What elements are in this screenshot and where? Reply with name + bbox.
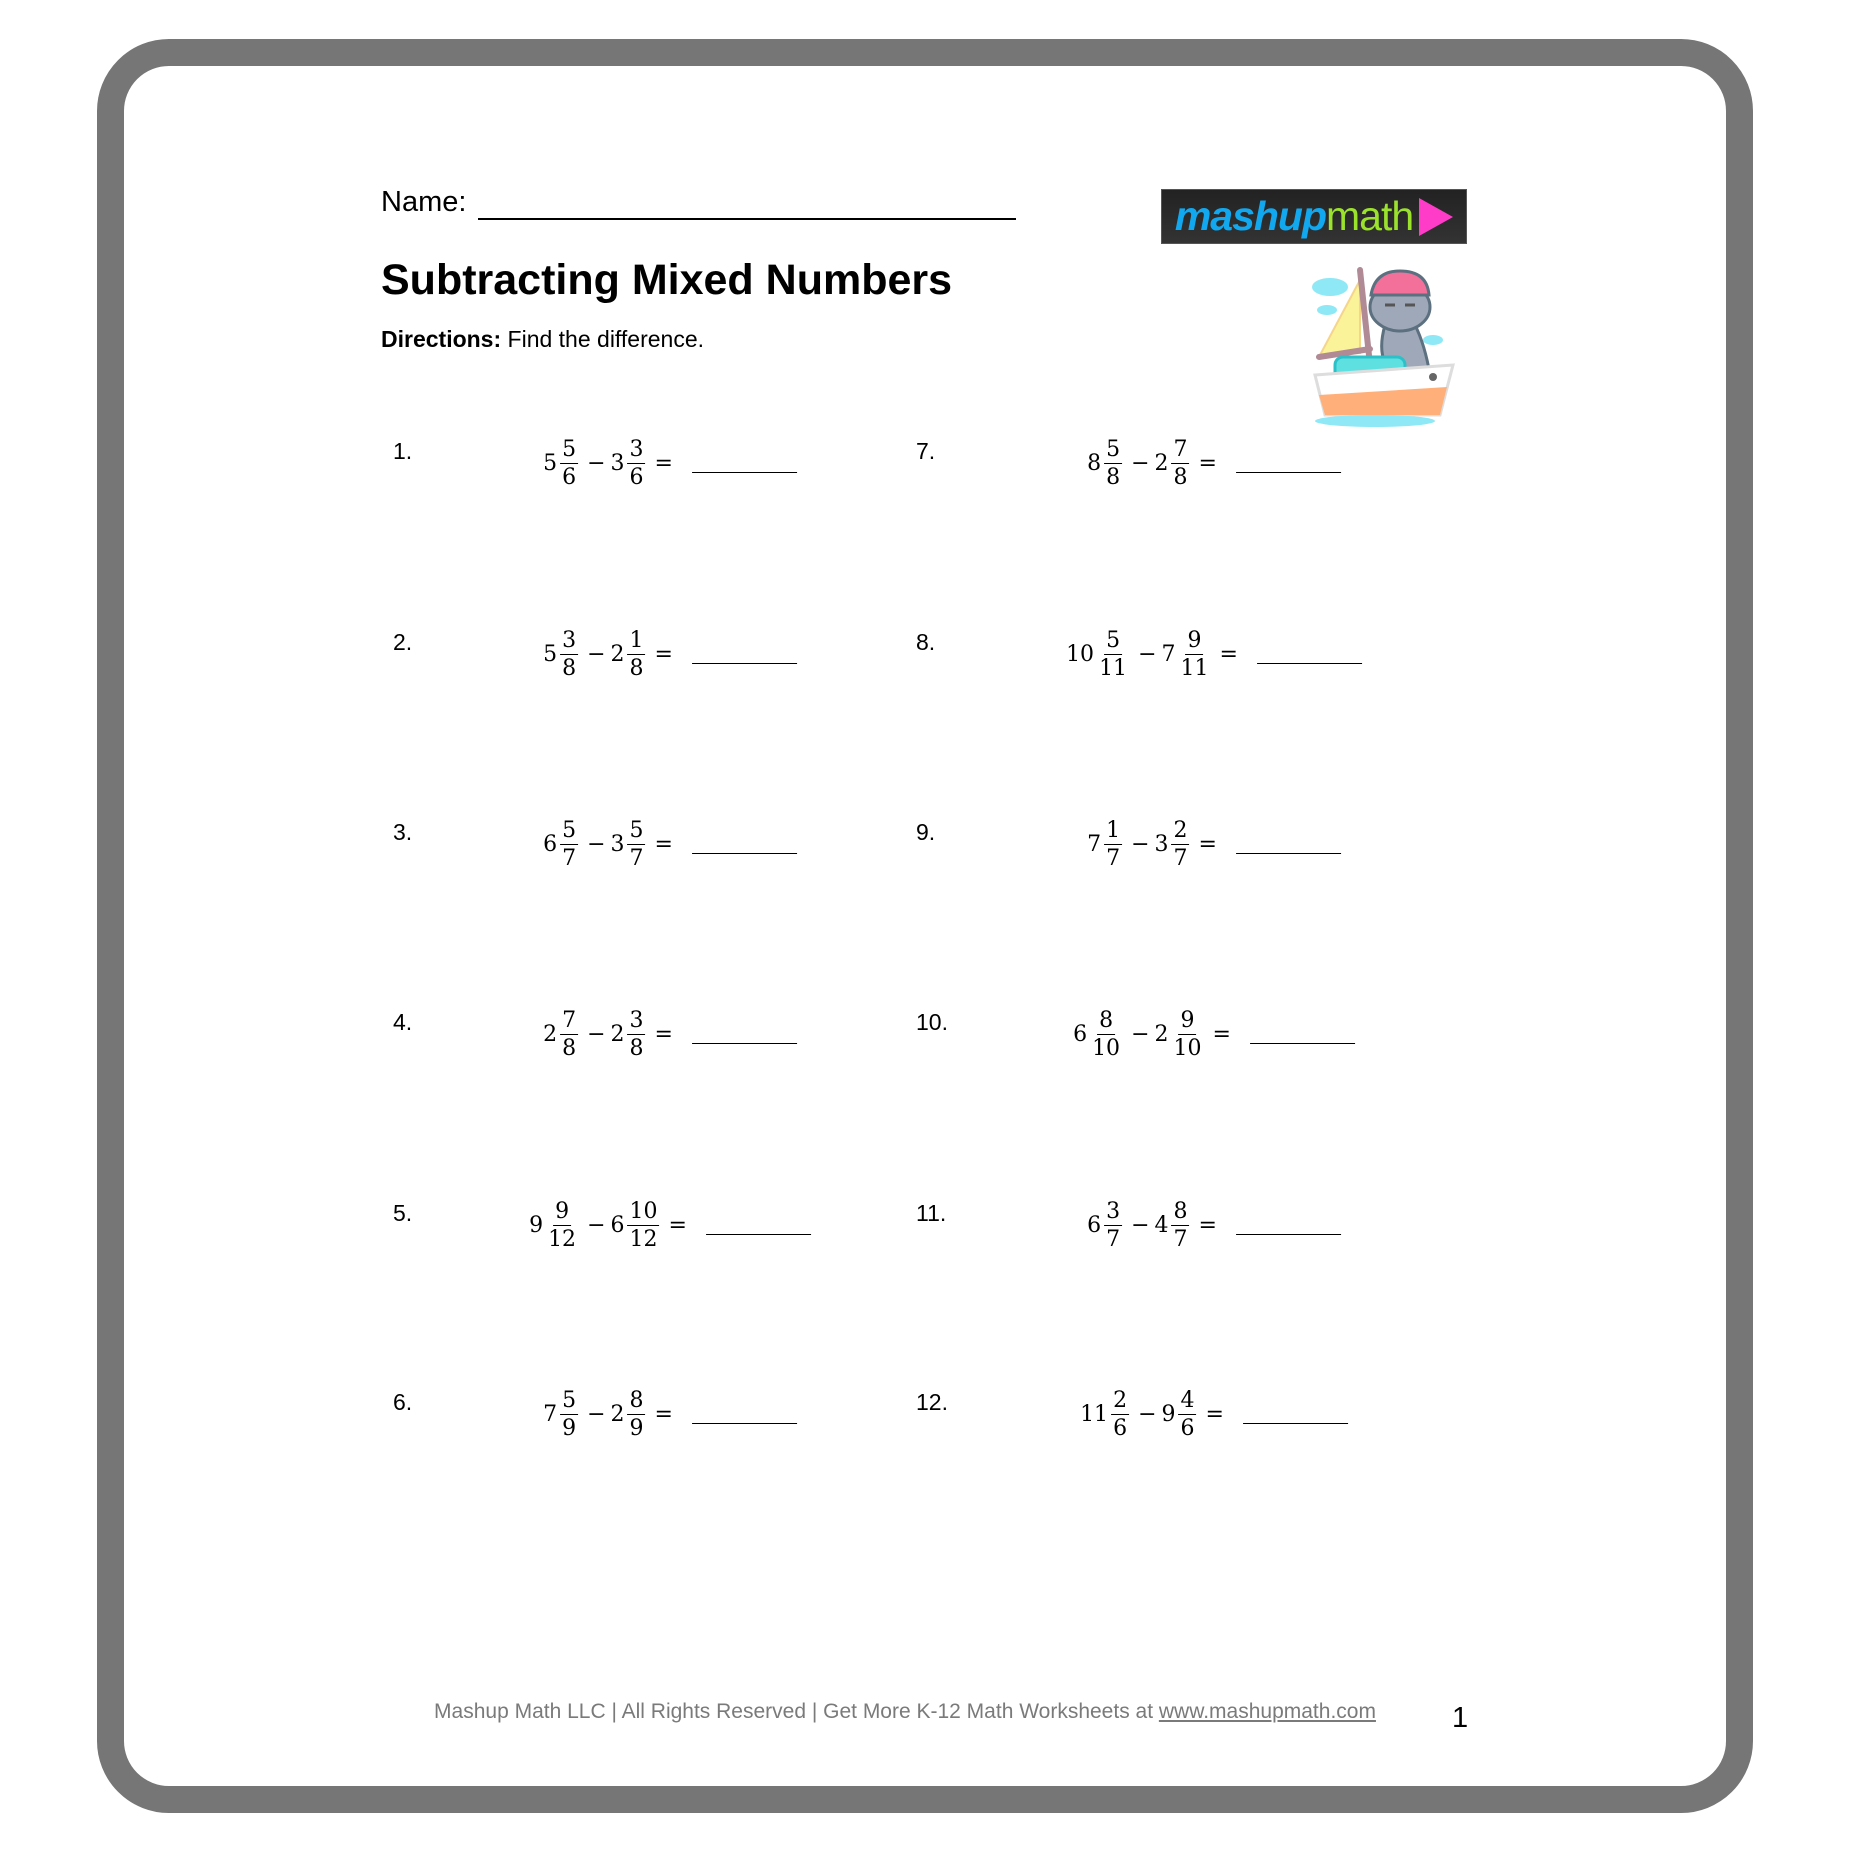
answer-blank[interactable] [1236, 835, 1341, 854]
whole-number: 2 [1154, 451, 1169, 476]
whole-number: 7 [1161, 642, 1176, 667]
problem-number: 5. [393, 1200, 413, 1226]
whole-number: 8 [1087, 451, 1102, 476]
equals-sign: = [654, 1402, 673, 1427]
numerator: 2 [1113, 1388, 1128, 1413]
equals-sign: = [1198, 451, 1217, 476]
fraction [1172, 436, 1190, 491]
fraction [628, 1387, 646, 1442]
denominator: 7 [629, 846, 644, 871]
fraction [1179, 627, 1211, 682]
denominator: 6 [562, 465, 577, 490]
whole-number: 6 [1073, 1022, 1088, 1047]
fraction [546, 1198, 578, 1253]
answer-blank[interactable] [1236, 454, 1341, 473]
numerator: 7 [562, 1008, 577, 1033]
problem-number: 7. [916, 438, 936, 464]
answer-blank[interactable] [692, 835, 797, 854]
problem-number: 6. [393, 1389, 413, 1415]
answer-blank[interactable] [1236, 1216, 1341, 1235]
minus-sign: − [587, 451, 606, 476]
numerator: 5 [1106, 437, 1121, 462]
denominator: 7 [562, 846, 577, 871]
equals-sign: = [1198, 1213, 1217, 1238]
problem-expression [543, 627, 797, 682]
equals-sign: = [654, 832, 673, 857]
minus-sign: − [587, 642, 606, 667]
equals-sign: = [1205, 1402, 1224, 1427]
minus-sign: − [1131, 1213, 1150, 1238]
equals-sign: = [1219, 642, 1238, 667]
minus-sign: − [587, 1213, 606, 1238]
numerator: 2 [1173, 818, 1188, 843]
numerator: 3 [1106, 1199, 1121, 1224]
whole-number: 10 [1066, 642, 1095, 667]
numerator: 5 [1106, 628, 1121, 653]
whole-number: 2 [543, 1022, 558, 1047]
whole-number: 2 [1154, 1022, 1169, 1047]
minus-sign: − [587, 832, 606, 857]
equals-sign: = [1198, 832, 1217, 857]
numerator: 3 [562, 628, 577, 653]
numerator: 8 [1099, 1008, 1114, 1033]
fraction [560, 627, 578, 682]
equals-sign: = [668, 1213, 687, 1238]
answer-blank[interactable] [706, 1216, 811, 1235]
problem-number: 9. [916, 819, 936, 845]
mashup-math-logo [1161, 189, 1467, 244]
problem-number: 11. [916, 1200, 947, 1226]
logo-text-mashup: mashup [1174, 193, 1327, 239]
denominator: 7 [1173, 1227, 1188, 1252]
minus-sign: − [587, 1402, 606, 1427]
denominator: 6 [629, 465, 644, 490]
problem-expression [1073, 1007, 1355, 1062]
equals-sign: = [654, 642, 673, 667]
numerator: 4 [1180, 1388, 1195, 1413]
fraction [1104, 436, 1122, 491]
problem-expression [543, 436, 797, 491]
play-icon [1419, 198, 1453, 236]
denominator: 7 [1106, 1227, 1121, 1252]
fraction [560, 436, 578, 491]
answer-blank[interactable] [1257, 645, 1362, 664]
whole-number: 5 [543, 451, 558, 476]
whole-number: 7 [1087, 832, 1102, 857]
name-field-line[interactable] [478, 218, 1016, 220]
numerator: 8 [1173, 1199, 1188, 1224]
denominator: 8 [562, 656, 577, 681]
fraction [1179, 1387, 1197, 1442]
problem-number: 4. [393, 1009, 413, 1035]
answer-blank[interactable] [692, 1025, 797, 1044]
whole-number: 3 [610, 451, 625, 476]
denominator: 6 [1180, 1416, 1195, 1441]
whole-number: 9 [529, 1213, 544, 1238]
numerator: 5 [629, 818, 644, 843]
fraction [560, 817, 578, 872]
answer-blank[interactable] [1250, 1025, 1355, 1044]
page-number: 1 [1452, 1702, 1469, 1734]
numerator: 1 [629, 628, 644, 653]
problem-number: 10. [916, 1009, 948, 1035]
directions-text: Find the difference. [501, 326, 705, 352]
whole-number: 3 [1154, 832, 1169, 857]
whole-number: 2 [610, 1022, 625, 1047]
answer-blank[interactable] [692, 454, 797, 473]
problem-number: 8. [916, 629, 936, 655]
fraction [1172, 1007, 1204, 1062]
fraction [628, 817, 646, 872]
denominator: 10 [1173, 1036, 1202, 1061]
numerator: 9 [1180, 1008, 1195, 1033]
equals-sign: = [654, 1022, 673, 1047]
minus-sign: − [587, 1022, 606, 1047]
minus-sign: − [1131, 451, 1150, 476]
whole-number: 11 [1080, 1402, 1109, 1427]
minus-sign: − [1131, 1022, 1150, 1047]
footer [0, 1700, 1810, 1724]
footer-link[interactable]: www.mashupmath.com [1158, 1700, 1376, 1723]
numerator: 7 [1173, 437, 1188, 462]
denominator: 12 [629, 1227, 658, 1252]
name-label: Name: [381, 186, 467, 218]
fraction [1172, 1198, 1190, 1253]
minus-sign: − [1138, 642, 1157, 667]
problem-expression [1087, 1198, 1341, 1253]
whole-number: 6 [543, 832, 558, 857]
whole-number: 9 [1161, 1402, 1176, 1427]
denominator: 7 [1106, 846, 1121, 871]
numerator: 3 [629, 437, 644, 462]
numerator: 9 [555, 1199, 570, 1224]
problem-expression [1087, 436, 1341, 491]
fraction [628, 1007, 646, 1062]
logo-text-math: math [1326, 193, 1414, 239]
denominator: 12 [548, 1227, 577, 1252]
denominator: 8 [629, 1036, 644, 1061]
problem-number: 12. [916, 1389, 948, 1415]
fraction [560, 1387, 578, 1442]
fraction [1172, 817, 1190, 872]
denominator: 11 [1099, 656, 1128, 681]
problem-expression [543, 1007, 797, 1062]
problem-expression [1080, 1387, 1348, 1442]
problem-expression [529, 1198, 811, 1253]
page-title: Subtracting Mixed Numbers [381, 256, 953, 304]
whole-number: 3 [610, 832, 625, 857]
denominator: 11 [1180, 656, 1209, 681]
problem-number: 2. [393, 629, 413, 655]
whole-number: 2 [610, 642, 625, 667]
problem-expression [543, 1387, 797, 1442]
problem-expression [543, 817, 797, 872]
denominator: 9 [629, 1416, 644, 1441]
fraction [560, 1007, 578, 1062]
footer-text: Mashup Math LLC | All Rights Reserved | Get More K-12 Math Worksheets at [434, 1700, 1159, 1723]
equals-sign: = [1212, 1022, 1231, 1047]
answer-blank[interactable] [1243, 1405, 1348, 1424]
answer-blank[interactable] [692, 1405, 797, 1424]
denominator: 10 [1092, 1036, 1121, 1061]
fraction [628, 627, 646, 682]
fraction [1111, 1387, 1129, 1442]
denominator: 8 [562, 1036, 577, 1061]
denominator: 7 [1173, 846, 1188, 871]
minus-sign: − [1138, 1402, 1157, 1427]
denominator: 6 [1113, 1416, 1128, 1441]
equals-sign: = [654, 451, 673, 476]
numerator: 5 [562, 1388, 577, 1413]
problem-number: 3. [393, 819, 413, 845]
fraction [1097, 627, 1129, 682]
fraction [1090, 1007, 1122, 1062]
minus-sign: − [1131, 832, 1150, 857]
directions-label: Directions: [381, 326, 502, 352]
fraction [1104, 1198, 1122, 1253]
whole-number: 4 [1154, 1213, 1169, 1238]
problem-number: 1. [393, 438, 413, 464]
cat-sailboat-illustration [1305, 265, 1455, 430]
fraction [1104, 817, 1122, 872]
numerator: 8 [629, 1388, 644, 1413]
whole-number: 7 [543, 1402, 558, 1427]
numerator: 9 [1187, 628, 1202, 653]
whole-number: 2 [610, 1402, 625, 1427]
fraction [628, 1198, 660, 1253]
whole-number: 6 [610, 1213, 625, 1238]
numerator: 3 [629, 1008, 644, 1033]
denominator: 9 [562, 1416, 577, 1441]
whole-number: 6 [1087, 1213, 1102, 1238]
numerator: 5 [562, 818, 577, 843]
problem-expression [1087, 817, 1341, 872]
answer-blank[interactable] [692, 645, 797, 664]
denominator: 8 [1173, 465, 1188, 490]
numerator: 10 [629, 1199, 658, 1224]
denominator: 8 [1106, 465, 1121, 490]
whole-number: 5 [543, 642, 558, 667]
fraction [628, 436, 646, 491]
page-border [97, 39, 1753, 1813]
numerator: 1 [1106, 818, 1121, 843]
numerator: 5 [562, 437, 577, 462]
problem-expression [1066, 627, 1362, 682]
directions [381, 326, 704, 353]
denominator: 8 [629, 656, 644, 681]
